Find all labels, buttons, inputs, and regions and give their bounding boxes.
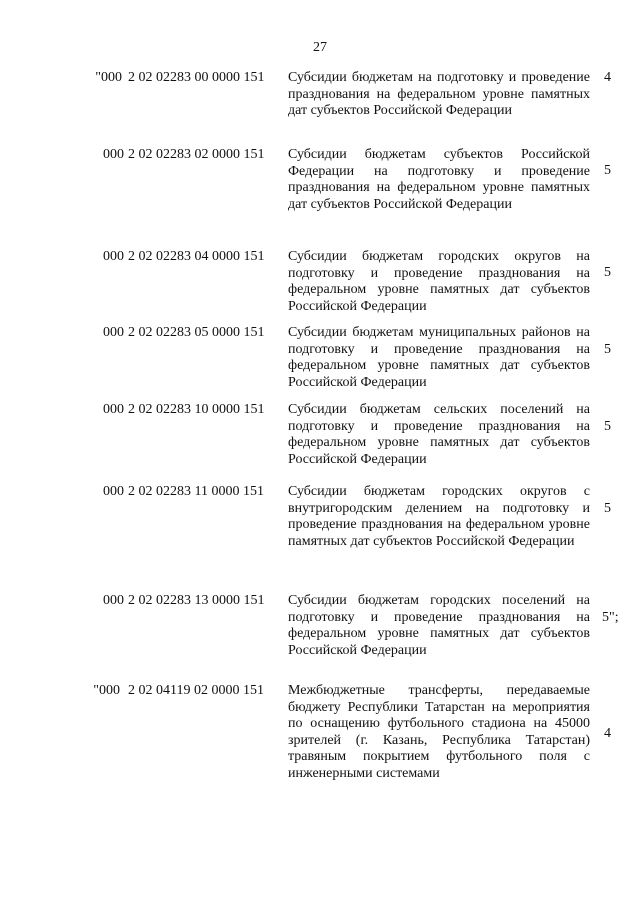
- admin-code: 000: [103, 402, 124, 417]
- admin-code: "000: [93, 683, 120, 698]
- page-number: 27: [313, 40, 327, 55]
- admin-code: "000: [95, 70, 122, 85]
- row-description: Субсидии бюджетам городских поселений на подготовку и проведение празднования на федеральном уровне памятных дат субъектов Российской Федерации: [288, 593, 590, 658]
- classification-code: 2 02 02283 05 0000 151: [128, 325, 265, 340]
- classification-code: 2 02 04119 02 0000 151: [128, 683, 264, 698]
- row-description: Межбюджетные трансферты, передаваемые бюджету Республики Татарстан на мероприятия по оснащению футбольного стадиона на 45000 зрителей (г. Казань, Республика Татарстан) травяным покрытием футбольного поля с инженерными системами: [288, 683, 590, 781]
- admin-code: 000: [103, 325, 124, 340]
- classification-code: 2 02 02283 13 0000 151: [128, 593, 265, 608]
- row-description: Субсидии бюджетам субъектов Российской Федерации на подготовку и проведение празднования на федеральном уровне памятных дат субъектов Российской Федерации: [288, 147, 590, 212]
- row-description: Субсидии бюджетам городских округов с внутригородским делением на подготовку и проведение празднования на федеральном уровне памятных дат субъектов Российской Федерации: [288, 484, 590, 549]
- row-value: 5: [604, 265, 611, 280]
- row-value: 4: [604, 70, 611, 85]
- classification-code: 2 02 02283 04 0000 151: [128, 249, 265, 264]
- row-description: Субсидии бюджетам сельских поселений на подготовку и проведение празднования на федеральном уровне памятных дат субъектов Российской Федерации: [288, 402, 590, 467]
- row-value: 5";: [602, 610, 619, 625]
- row-value: 5: [604, 419, 611, 434]
- admin-code: 000: [103, 593, 124, 608]
- admin-code: 000: [103, 147, 124, 162]
- admin-code: 000: [103, 484, 124, 499]
- row-value: 5: [604, 342, 611, 357]
- row-value: 5: [604, 163, 611, 178]
- classification-code: 2 02 02283 11 0000 151: [128, 484, 264, 499]
- admin-code: 000: [103, 249, 124, 264]
- row-description: Субсидии бюджетам муниципальных районов на подготовку и проведение празднования на федеральном уровне памятных дат субъектов Российской Федерации: [288, 325, 590, 390]
- row-value: 4: [604, 726, 611, 741]
- row-description: Субсидии бюджетам городских округов на подготовку и проведение празднования на федеральном уровне памятных дат субъектов Российской Федерации: [288, 249, 590, 314]
- row-value: 5: [604, 501, 611, 516]
- classification-code: 2 02 02283 10 0000 151: [128, 402, 265, 417]
- row-description: Субсидии бюджетам на подготовку и проведение празднования на федеральном уровне памятных дат субъектов Российской Федерации: [288, 70, 590, 118]
- classification-code: 2 02 02283 02 0000 151: [128, 147, 265, 162]
- classification-code: 2 02 02283 00 0000 151: [128, 70, 265, 85]
